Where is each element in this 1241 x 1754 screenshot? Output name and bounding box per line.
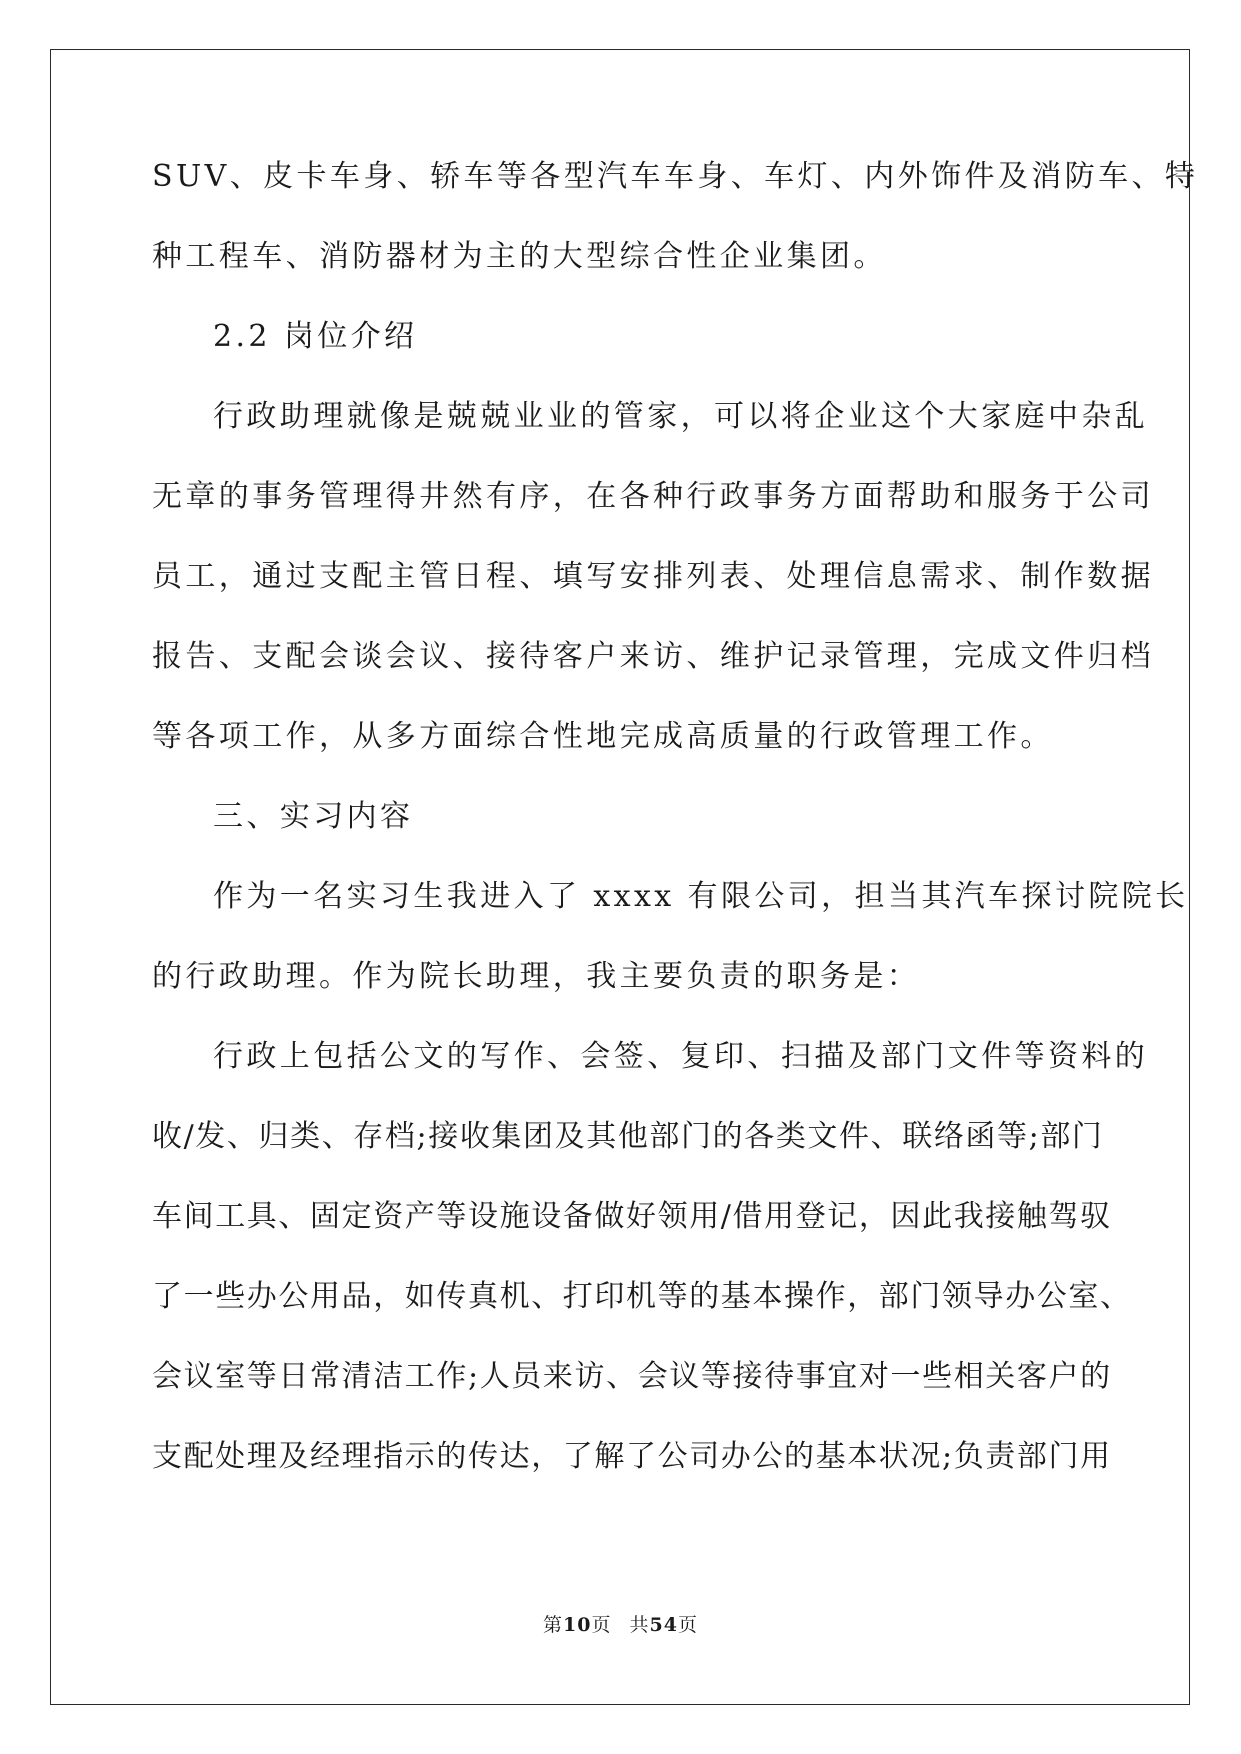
paragraph-line: 了一些办公用品，如传真机、打印机等的基本操作，部门领导办公室、 bbox=[152, 1279, 1132, 1314]
page-number: 10 bbox=[563, 1614, 592, 1636]
section-heading: 三、实习内容 bbox=[213, 799, 414, 834]
paragraph-line: 行政助理就像是兢兢业业的管家，可以将企业这个大家庭中杂乱 bbox=[213, 399, 1149, 434]
total-prefix: 共 bbox=[629, 1614, 650, 1636]
paragraph-line: 收/发、归类、存档;接收集团及其他部门的各类文件、联络函等;部门 bbox=[152, 1119, 1104, 1154]
paragraph-line: 报告、支配会谈会议、接待客户来访、维护记录管理，完成文件归档 bbox=[152, 639, 1154, 674]
total-pages: 54 bbox=[649, 1614, 678, 1636]
paragraph-line: 作为一名实习生我进入了 xxxx 有限公司，担当其汽车探讨院院长 bbox=[213, 879, 1189, 914]
paragraph-line: 等各项工作，从多方面综合性地完成高质量的行政管理工作。 bbox=[152, 719, 1054, 754]
paragraph-line: 种工程车、消防器材为主的大型综合性企业集团。 bbox=[152, 239, 887, 274]
paragraph-line: 支配处理及经理指示的传达，了解了公司办公的基本状况;负责部门用 bbox=[152, 1439, 1112, 1474]
page-footer bbox=[0, 1610, 1241, 1637]
paragraph-line: SUV、皮卡车身、轿车等各型汽车车身、车灯、内外饰件及消防车、特 bbox=[152, 159, 1199, 194]
page-prefix: 第 bbox=[543, 1614, 564, 1636]
paragraph-line: 行政上包括公文的写作、会签、复印、扫描及部门文件等资料的 bbox=[213, 1039, 1149, 1074]
total-suffix: 页 bbox=[677, 1614, 698, 1636]
paragraph-line: 无章的事务管理得井然有序，在各种行政事务方面帮助和服务于公司 bbox=[152, 479, 1154, 514]
paragraph-line: 的行政助理。作为院长助理，我主要负责的职务是： bbox=[152, 959, 921, 994]
document-body bbox=[152, 158, 1199, 1518]
paragraph-line: 会议室等日常清洁工作;人员来访、会议等接待事宜对一些相关客户的 bbox=[152, 1359, 1112, 1394]
paragraph-line: 员工，通过支配主管日程、填写安排列表、处理信息需求、制作数据 bbox=[152, 559, 1154, 594]
paragraph-line: 车间工具、固定资产等设施设备做好领用/借用登记，因此我接触驾驭 bbox=[152, 1199, 1112, 1234]
page-suffix: 页 bbox=[591, 1614, 612, 1636]
section-heading: 2.2 岗位介绍 bbox=[213, 319, 418, 354]
